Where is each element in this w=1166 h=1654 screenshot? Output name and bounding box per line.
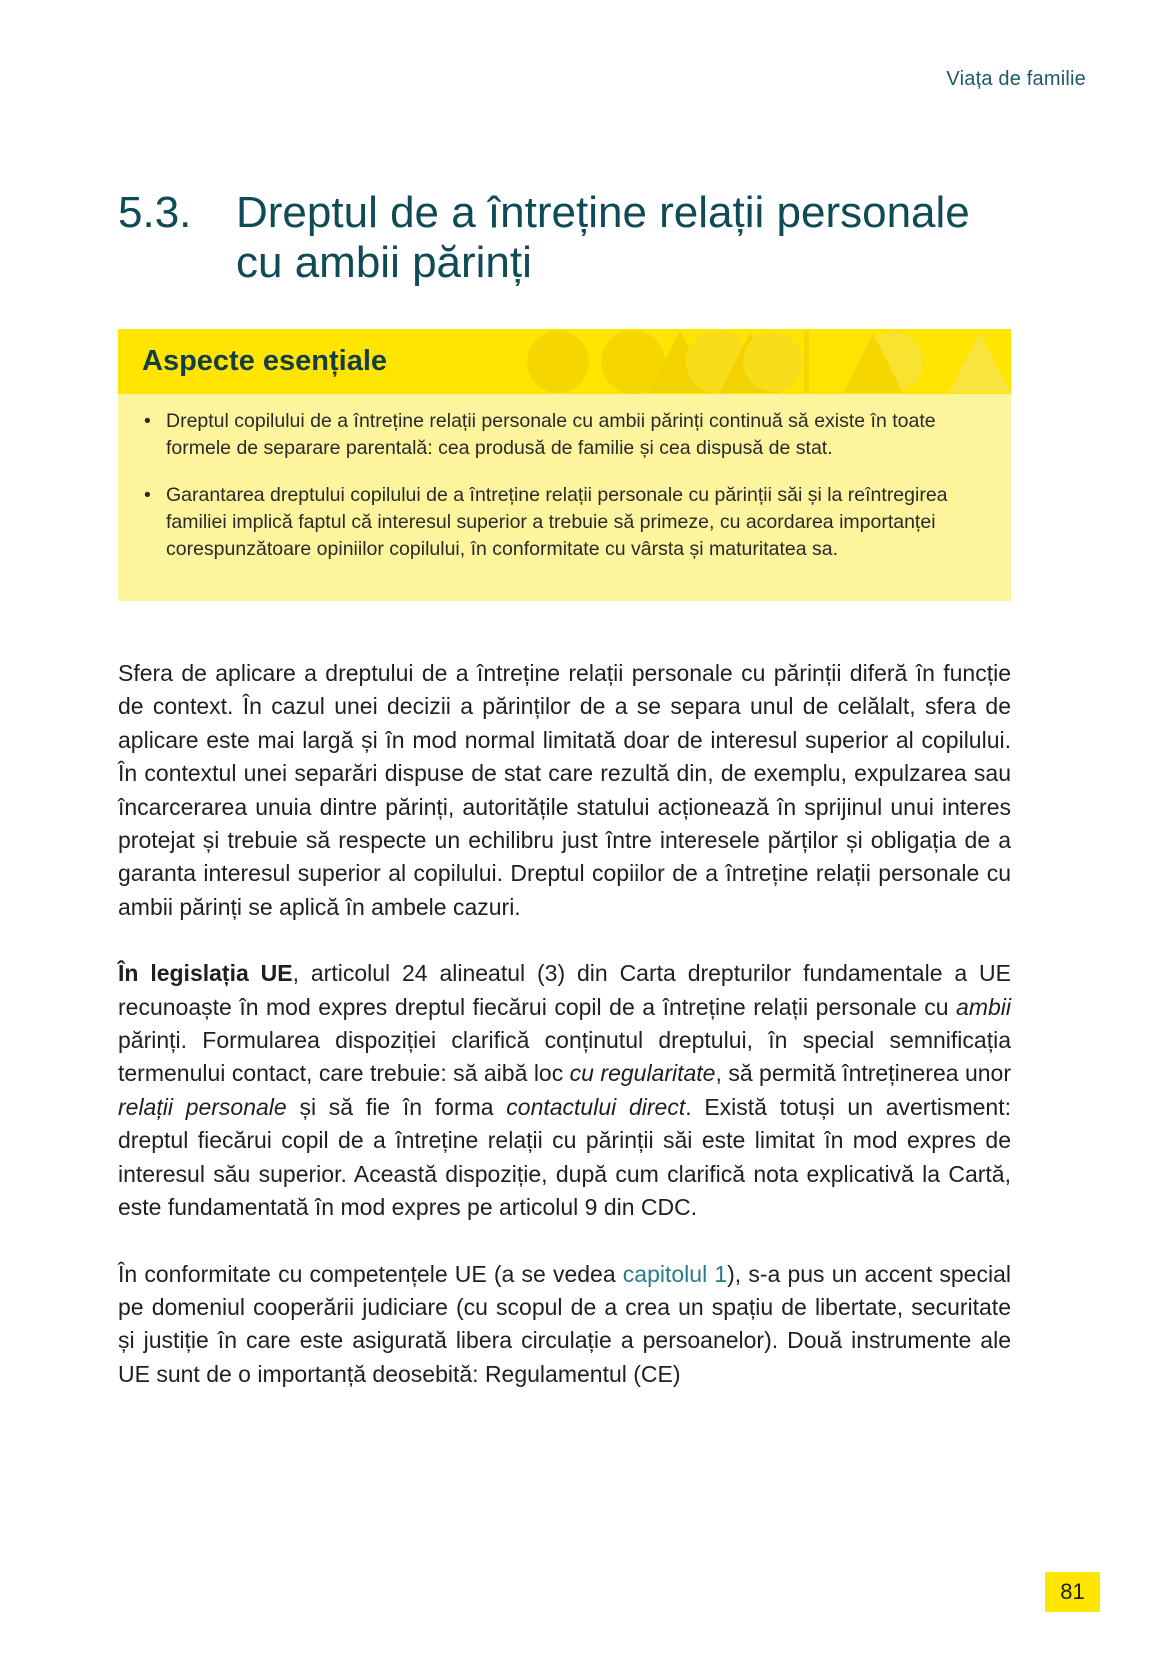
decorative-shapes-icon	[488, 329, 1011, 394]
emphasis: cu regularitate	[569, 1060, 716, 1087]
list-item-text: Garantarea dreptului copilului de a întreține relații personale cu părinții săi și la reîntregirea familiei implică faptul că interesul superior a trebuie să primeze, cu acordarea importanței corespunzătoare opiniilor copilului, în conformitate cu vârsta și maturitatea sa.	[166, 484, 948, 560]
emphasis: relații personale	[118, 1093, 287, 1120]
list-item	[142, 408, 981, 462]
text-run: ), s-a pus un accent special pe domeniul cooperării judiciare (cu scopul de a crea un spațiu de libertate, securitate și justiție în care este asigurată libera circulație a persoanelor). Două instrumente ale UE sunt de o importanță deosebită: Regulamentul (CE)	[118, 1260, 1011, 1387]
running-header: Viața de familie	[946, 68, 1086, 90]
text-run: , să permită întreținerea unor	[715, 1060, 1012, 1087]
bullet-icon: •	[144, 410, 151, 432]
body-text	[118, 657, 1011, 1424]
text-run: În conformitate cu competențele UE (a se vedea	[118, 1260, 623, 1287]
key-points-list	[118, 394, 1011, 563]
text-run: , articolul 24 alineatul (3) din Carta drepturilor fundamentale a UE recunoaște în mod expres dreptul fiecărui copil de a întreține relații personale cu	[118, 960, 1011, 1020]
decor-rect-1	[804, 331, 809, 393]
emphasis: contactului direct	[506, 1093, 686, 1120]
key-points-box	[118, 329, 1011, 601]
paragraph-lead: În legislația UE	[118, 960, 293, 987]
key-points-header	[118, 329, 1011, 394]
chapter-link[interactable]: capitolul 1	[622, 1260, 728, 1287]
text-run: . Există totuși un avertisment: dreptul fiecărui copil de a întreține relații cu părinții săi este limitat în mod expres de interesul său superior. Această dispoziție, după cum clarifică nota explicativă la Cartă, este fundamentată în mod expres pe articolul 9 din CDC.	[118, 1093, 1011, 1221]
key-points-title: Aspecte esențiale	[142, 345, 388, 377]
paragraph: Sfera de aplicare a dreptului de a întreține relații personale cu părinții diferă în funcție de context. În cazul unei decizii a părinților de a se separa unul de celălalt, sfera de aplicare este mai largă și în mod normal limitată doar de interesul superior al copilului. În contextul unei separări dispuse de stat care rezultă din, de exemplu, expulzarea sau încarcerarea unuia dintre părinți, autoritățile statului acționează în sprijinul unui interes protejat și trebuie să respecte un echilibru just între interesele părților și obligația de a garanta interesul superior al copilului. Dreptul copiilor de a întreține relații personale cu ambii părinți se aplică în ambele cazuri.	[118, 660, 1011, 920]
paragraph	[118, 957, 1011, 1224]
text-run: părinți. Formularea dispoziției clarifică conținutul dreptului, în special semnificația termenului contact, care trebuie: să aibă loc	[118, 1027, 1011, 1087]
decor-triangle-4	[948, 333, 1011, 393]
text-run: și să fie în forma	[286, 1093, 507, 1120]
decor-circle-1	[527, 331, 589, 393]
section-title: Dreptul de a întreține relații personale cu ambii părinți	[236, 188, 970, 287]
section-heading	[118, 188, 1018, 288]
page-number: 81	[1045, 1572, 1100, 1612]
section-number: 5.3.	[118, 188, 192, 237]
emphasis: ambii	[956, 993, 1011, 1020]
list-item-text: Dreptul copilului de a întreține relații personale cu ambii părinți continuă să existe în toate formele de separare parentală: cea produsă de familie și cea dispusă de stat.	[166, 410, 936, 459]
decor-circle-4	[743, 332, 803, 392]
list-item	[142, 482, 981, 563]
bullet-icon: •	[144, 484, 151, 506]
paragraph	[118, 1258, 1011, 1392]
